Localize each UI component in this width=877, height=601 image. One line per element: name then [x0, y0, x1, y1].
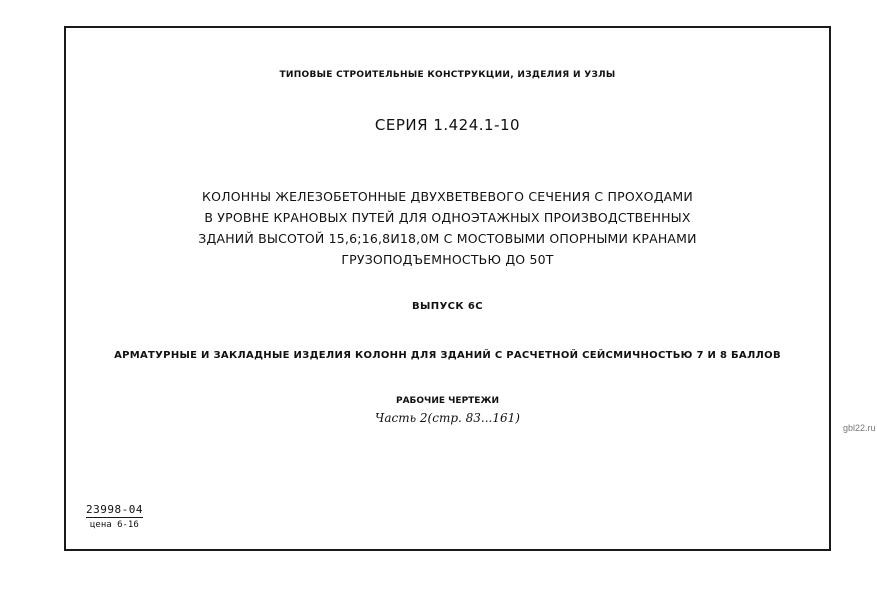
issue-number: ВЫПУСК 6С — [412, 301, 483, 312]
drawings-label: РАБОЧИЕ ЧЕРТЕЖИ — [395, 396, 499, 406]
price-label: цена 6-16 — [90, 520, 139, 530]
document-subtitle: АРМАТУРНЫЕ И ЗАКЛАДНЫЕ ИЗДЕЛИЯ КОЛОНН ДЛЯ ЗДАНИЙ С РАСЧЕТНОЙ СЕЙСМИЧНОСТЬЮ 7 И 8 БАЛЛОВ — [114, 350, 781, 361]
doc-code-block — [86, 503, 143, 530]
part-pages: Часть 2(стр. 83...161) — [375, 411, 520, 425]
title-sheet-frame — [64, 26, 831, 551]
title-line-3: ЗДАНИЙ ВЫСОТОЙ 15,6;16,8И18,0М С МОСТОВЫМИ ОПОРНЫМИ КРАНАМИ — [198, 231, 697, 246]
title-line-1: КОЛОННЫ ЖЕЛЕЗОБЕТОННЫЕ ДВУХВЕТВЕВОГО СЕЧЕНИЯ С ПРОХОДАМИ — [202, 189, 693, 204]
site-watermark: gbl22.ru — [843, 423, 876, 433]
title-line-4: ГРУЗОПОДЪЕМНОСТЬЮ ДО 50Т — [341, 252, 554, 267]
series-number: СЕРИЯ 1.424.1-10 — [374, 116, 521, 134]
doc-code: 23998-04 — [86, 503, 143, 516]
series-caption: ТИПОВЫЕ СТРОИТЕЛЬНЫЕ КОНСТРУКЦИИ, ИЗДЕЛИЯ И УЗЛЫ — [279, 70, 616, 80]
title-line-2: В УРОВНЕ КРАНОВЫХ ПУТЕЙ ДЛЯ ОДНОЭТАЖНЫХ ПРОИЗВОДСТВЕННЫХ — [204, 210, 691, 225]
